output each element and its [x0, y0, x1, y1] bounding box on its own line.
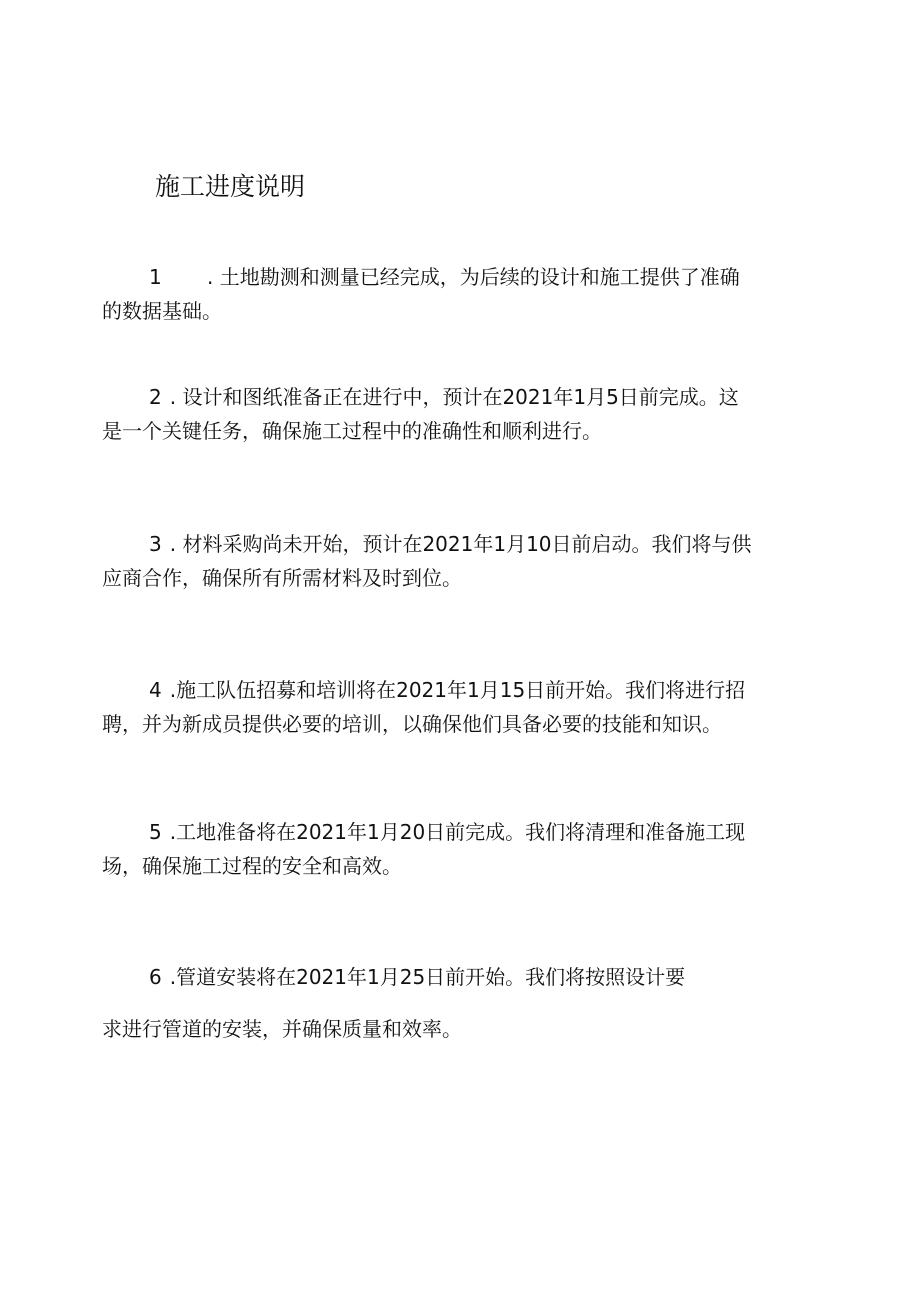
document-title: 施工进度说明 [155, 172, 306, 201]
progress-item [102, 960, 822, 1046]
item-number: 4 [149, 678, 162, 702]
progress-item [102, 815, 822, 883]
item-text-line2: 是一个关键任务，确保施工过程中的准确性和顺利进行。 [102, 419, 602, 443]
item-text-line2: 应商合作，确保所有所需材料及时到位。 [102, 566, 462, 590]
item-number: 6 [149, 965, 162, 989]
item-text-line2: 聘，并为新成员提供必要的培训，以确保他们具备必要的技能和知识。 [102, 712, 722, 736]
item-text-line2: 的数据基础。 [102, 299, 222, 323]
item-text-line1: .工地准备将在2021年1月20日前完成。我们将清理和准备施工现 [169, 820, 746, 844]
item-text-line1: .施工队伍招募和培训将在2021年1月15日前开始。我们将进行招 [169, 678, 746, 702]
item-text-line1: . 设计和图纸准备正在进行中，预计在2021年1月5日前完成。这 [169, 385, 739, 409]
progress-item [102, 527, 822, 595]
progress-item [102, 260, 822, 328]
item-text-line1: . 材料采购尚未开始，预计在2021年1月10日前启动。我们将与供 [169, 532, 752, 556]
progress-item [102, 380, 822, 448]
item-number: 5 [149, 820, 162, 844]
item-number: 3 [149, 532, 162, 556]
item-text-line1: .管道安装将在2021年1月25日前开始。我们将按照设计要 [169, 965, 686, 989]
item-text-line2: 求进行管道的安装，并确保质量和效率。 [102, 1017, 462, 1041]
item-number: 2 [149, 385, 162, 409]
item-text-line1: . 土地勘测和测量已经完成，为后续的设计和施工提供了准确 [207, 265, 740, 289]
item-text-line2: 场，确保施工过程的安全和高效。 [102, 854, 402, 878]
item-number: 1 [149, 265, 162, 289]
progress-item [102, 673, 822, 741]
